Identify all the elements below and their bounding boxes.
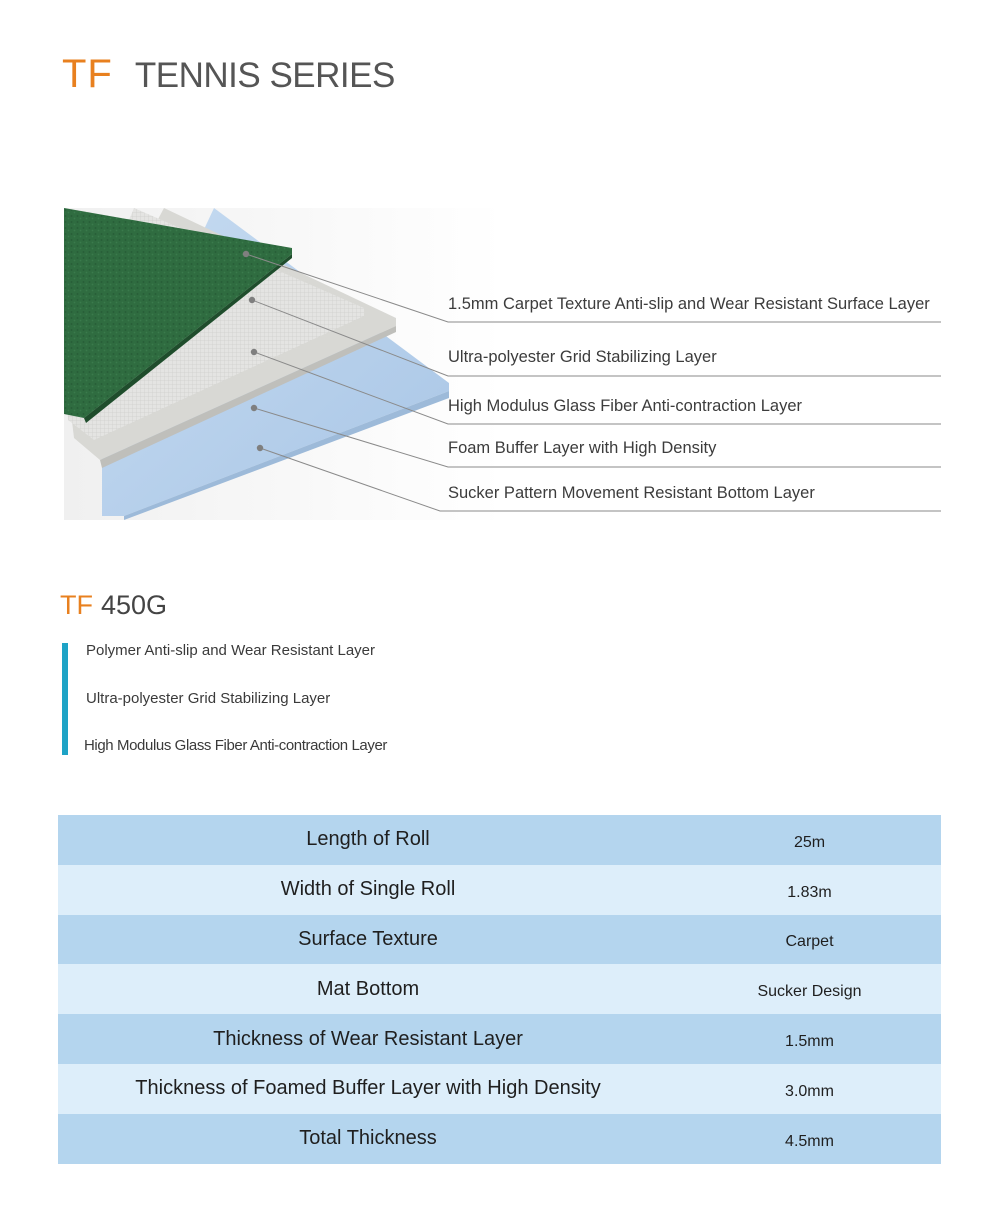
product-model: 450G (101, 590, 168, 620)
spec-row (58, 1064, 941, 1114)
feature-item: High Modulus Glass Fiber Anti-contraction Layer (84, 737, 388, 754)
features-accent-bar (62, 643, 68, 755)
leader-dot-4 (251, 405, 257, 411)
spec-value: Sucker Design (757, 983, 862, 1001)
spec-name: Thickness of Wear Resistant Layer (213, 1027, 523, 1050)
spec-name: Total Thickness (299, 1127, 437, 1150)
spec-value: 25m (793, 833, 826, 851)
leader-dot-3 (251, 349, 257, 355)
feature-list (86, 640, 387, 783)
layer-label-surface: 1.5mm Carpet Texture Anti-slip and Wear Resistant Surface Layer (448, 295, 930, 313)
spec-row (58, 865, 941, 915)
layer-label-bottom: Sucker Pattern Movement Resistant Bottom Layer (448, 484, 815, 502)
spec-row (58, 964, 941, 1014)
spec-row (58, 1014, 941, 1064)
leader-dot-2 (249, 297, 255, 303)
spec-name: Mat Bottom (316, 977, 420, 1000)
leader-dot-5 (257, 445, 263, 451)
spec-name: Length of Roll (306, 828, 430, 851)
product-title (60, 590, 167, 621)
feature-item: Polymer Anti-slip and Wear Resistant Layer (86, 642, 376, 659)
brand-label: TF (62, 52, 113, 96)
layer-label-foam: Foam Buffer Layer with High Density (448, 439, 717, 457)
spec-value: 1.83m (787, 883, 832, 901)
spec-name: Surface Texture (298, 927, 438, 950)
layer-diagram (64, 208, 944, 520)
spec-value: 4.5mm (785, 1132, 834, 1150)
series-title: TENNIS SERIES (134, 56, 395, 95)
layer-label-fiber: High Modulus Glass Fiber Anti-contraction Layer (448, 397, 802, 415)
spec-row (58, 915, 941, 965)
spec-name: Thickness of Foamed Buffer Layer with High Density (135, 1077, 601, 1100)
spec-row (58, 815, 941, 865)
spec-value: 3.0mm (785, 1082, 834, 1100)
layer-label-grid: Ultra-polyester Grid Stabilizing Layer (448, 348, 717, 366)
leader-dot-1 (243, 251, 249, 257)
page-header (62, 52, 395, 97)
spec-value: 1.5mm (785, 1033, 834, 1051)
product-brand: TF (60, 590, 93, 620)
spec-row (58, 1114, 941, 1164)
spec-name: Width of Single Roll (280, 878, 456, 901)
feature-item: Ultra-polyester Grid Stabilizing Layer (86, 689, 331, 707)
spec-value: Carpet (785, 933, 834, 951)
spec-table (58, 815, 941, 1164)
